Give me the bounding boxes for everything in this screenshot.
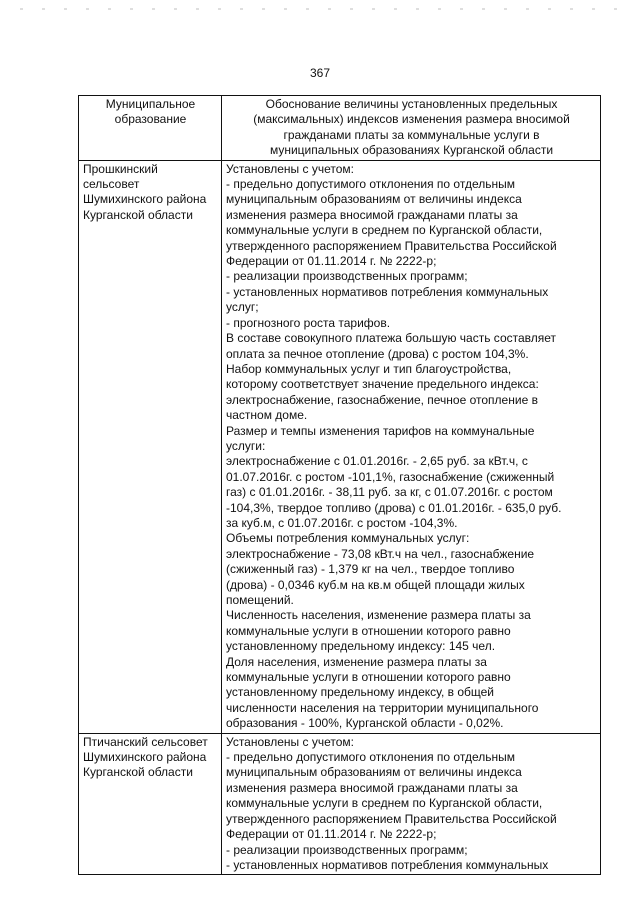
text-line: Доля населения, изменение размера платы за (226, 654, 487, 669)
text-line: муниципальным образованиям от величины индекса (226, 192, 522, 207)
text-line: муниципальным образованиям от величины индекса (226, 765, 522, 780)
header-municipality (79, 96, 222, 161)
text-line: В составе совокупного платежа большую часть составляет (226, 331, 557, 346)
text-line: оплата за печное отопление (дрова) с ростом 104,3%. (226, 346, 529, 361)
text-line: (максимальных) индексов изменения размера вносимой (253, 112, 570, 127)
text-line: - установленных нормативов потребления коммунальных (226, 857, 549, 872)
text-line: - реализации производственных программ; (226, 842, 468, 857)
text-line: образования - 100%, Курганской области - 0,02%. (226, 716, 504, 731)
text-line: Муниципальное (105, 97, 196, 111)
text-line: - предельно допустимого отклонения по отдельным (226, 750, 515, 765)
text-line: коммунальные услуги в отношении которого равно (226, 623, 511, 638)
text-line: помещений. (226, 593, 294, 607)
text-line: -104,3%, твердое топливо (дрова) с 01.01.2016г. - 635,0 руб. (226, 500, 562, 515)
text-line: услуги: (226, 438, 266, 453)
table-row (79, 733, 601, 875)
text-line: электроснабжение с 01.01.2016г. - 2,65 руб. за кВт.ч, с (226, 454, 528, 469)
text-line: газ) с 01.01.2016г. - 38,11 руб. за кг, с 01.07.2016г. с ростом (226, 485, 553, 500)
text-line: - прогнозного роста тарифов. (226, 315, 391, 330)
scan-artifact-line (20, 8, 620, 10)
text-line: электроснабжение, газоснабжение, печное отопление в (226, 392, 538, 407)
text-line: Шумихинского района (83, 750, 207, 765)
table-row (79, 160, 601, 733)
text-line: Размер и темпы изменения тарифов на коммунальные (226, 423, 535, 438)
text-line: Федерации от 01.11.2014 г. № 2222-р; (226, 827, 437, 842)
text-line: (сжиженный газ) - 1,379 кг на чел., твердое топливо (226, 562, 515, 577)
text-line: изменения размера вносимой гражданами платы за (226, 780, 518, 795)
row-justification-text (222, 160, 601, 733)
text-line: изменения размера вносимой гражданами платы за (226, 207, 518, 222)
text-line: Установлены с учетом: (226, 161, 354, 176)
text-line: Шумихинского района (83, 192, 207, 207)
text-line: услуг; (226, 300, 259, 315)
row-municipality-name (79, 733, 222, 875)
text-line: установленному предельному индексу, в общей (226, 685, 494, 700)
justification-table (78, 95, 601, 875)
text-line: численности населения на территории муниципального (226, 700, 539, 715)
text-line: за куб.м, с 01.07.2016г. с ростом -104,3%. (226, 515, 458, 530)
text-line: (дрова) - 0,0346 куб.м на кв.м общей площади жилых (226, 577, 525, 592)
row-municipality-name (79, 160, 222, 733)
text-line: Прошкинский (83, 161, 158, 176)
text-line: Численность населения, изменение размера платы за (226, 608, 531, 623)
text-line: - реализации производственных программ; (226, 269, 468, 284)
text-line: частном доме. (226, 408, 308, 423)
text-line: Птичанский сельсовет (83, 734, 208, 749)
text-line: которому соответствует значение предельного индекса: (226, 377, 539, 392)
text-line: гражданами платы за коммунальные услуги в (283, 127, 540, 142)
text-line: Курганской области (83, 207, 193, 222)
text-line: коммунальные услуги в отношении которого равно (226, 670, 511, 685)
text-line: электроснабжение - 73,08 кВт.ч на чел., газоснабжение (226, 546, 535, 561)
text-line: Курганской области (83, 765, 193, 780)
text-line: образование (114, 112, 187, 127)
text-line: Объемы потребления коммунальных услуг: (226, 531, 470, 546)
text-line: - предельно допустимого отклонения по отдельным (226, 177, 515, 192)
text-line: - установленных нормативов потребления коммунальных (226, 284, 549, 299)
text-line: Федерации от 01.11.2014 г. № 2222-р; (226, 254, 437, 269)
page-number: 367 (309, 66, 331, 80)
text-line: 01.07.2016г. с ростом -101,1%, газоснабжение (сжиженный (226, 469, 555, 484)
text-line: сельсовет (83, 177, 140, 192)
text-line: коммунальные услуги в среднем по Курганской области, (226, 223, 543, 238)
header-justification (222, 96, 601, 161)
text-line: установленному предельному индексу: 145 чел. (226, 639, 496, 654)
text-line: Установлены с учетом: (226, 734, 354, 749)
text-line: Обоснование величины установленных предельных (265, 97, 558, 111)
text-line: коммунальные услуги в среднем по Курганской области, (226, 796, 543, 811)
text-line: утвержденного распоряжением Правительства Российской (226, 238, 557, 253)
row-justification-text (222, 733, 601, 875)
text-line: утвержденного распоряжением Правительства Российской (226, 811, 557, 826)
text-line: Набор коммунальных услуг и тип благоустройства, (226, 361, 512, 376)
table-header-row (79, 96, 601, 161)
text-line: муниципальных образованиях Курганской области (269, 143, 554, 158)
